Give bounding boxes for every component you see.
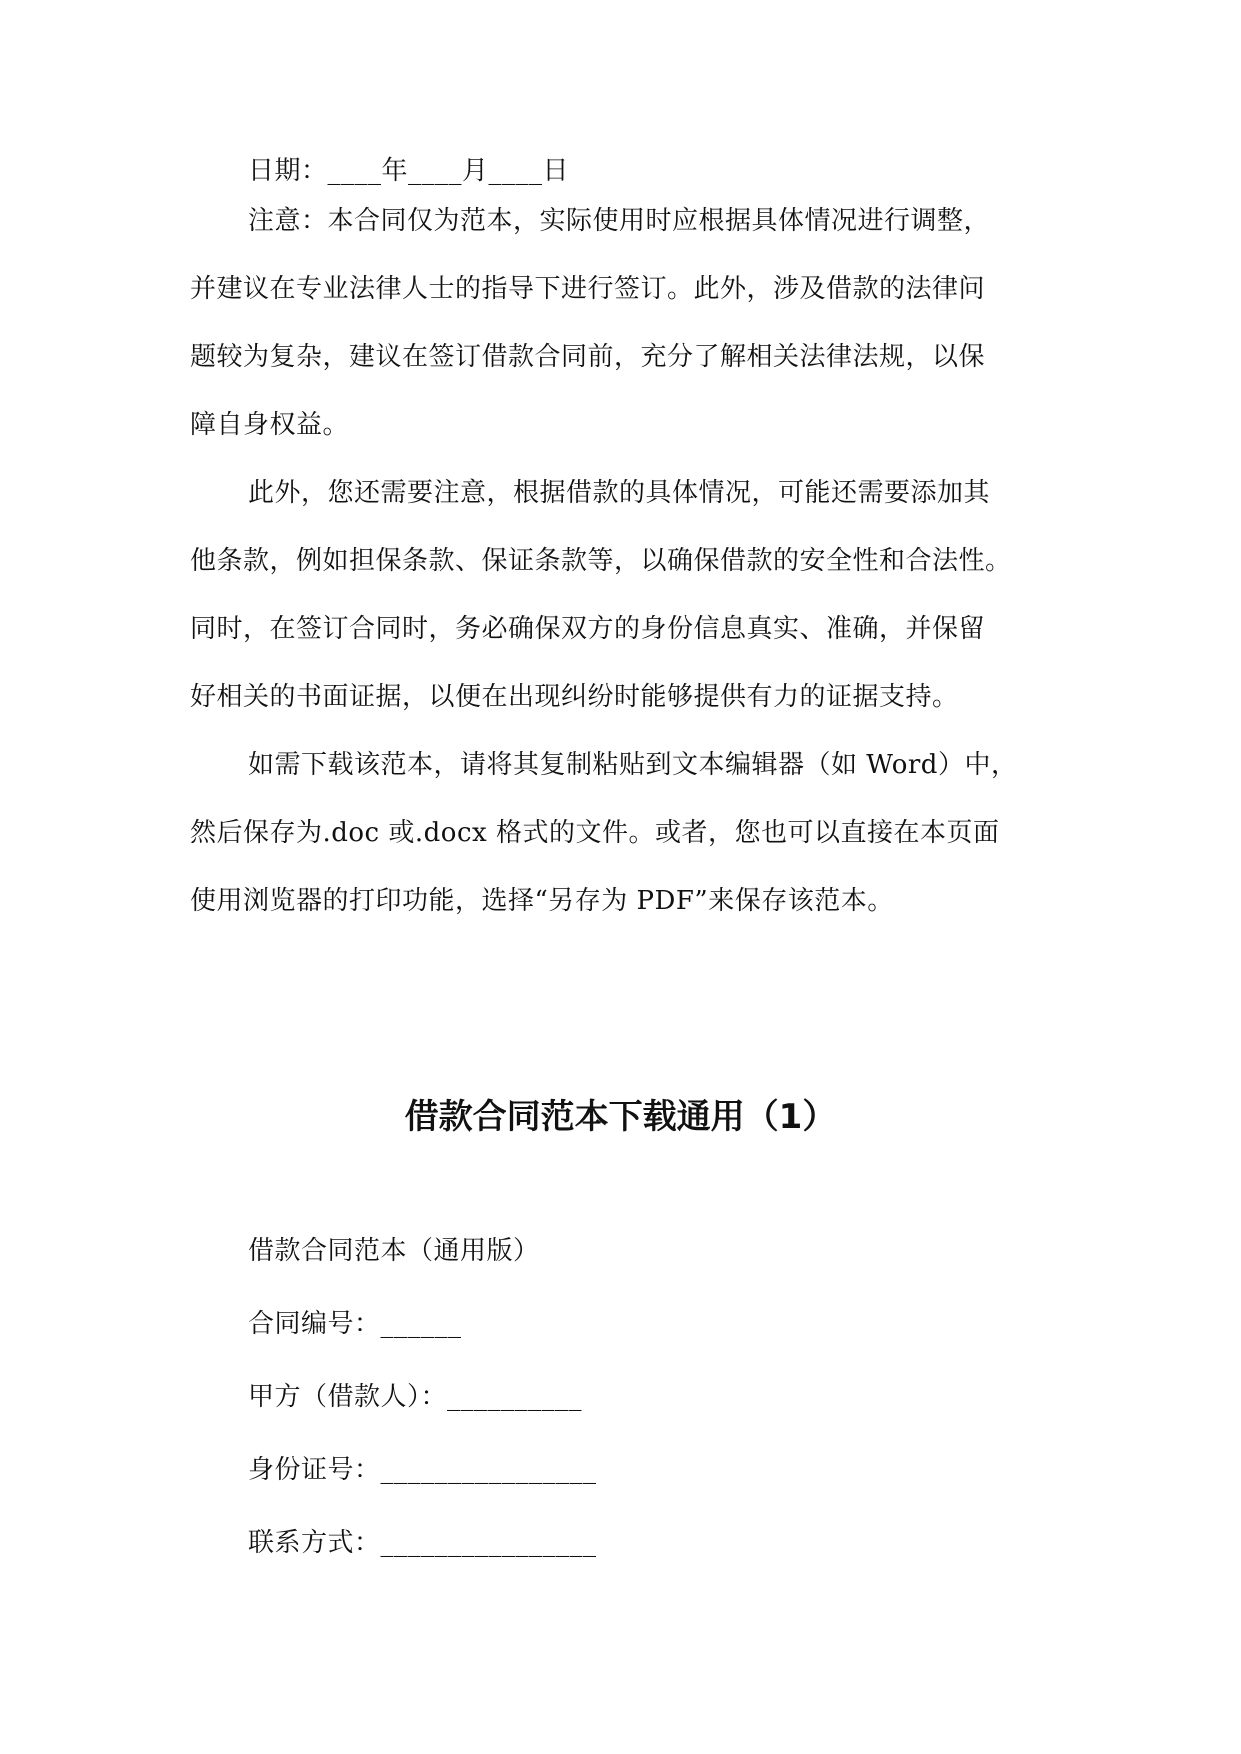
- addition-paragraph-line-4: 好相关的书面证据，以便在出现纠纷时能够提供有力的证据支持。: [190, 682, 959, 712]
- contract-subtitle: 借款合同范本（通用版）: [248, 1236, 540, 1266]
- download-paragraph-line-1: 如需下载该范本，请将其复制粘贴到文本编辑器（如 Word）中，: [248, 750, 1018, 780]
- contract-number-field: 合同编号：______: [248, 1309, 462, 1339]
- contact-field: 联系方式：________________: [248, 1528, 597, 1558]
- id-number-field: 身份证号：________________: [248, 1455, 597, 1485]
- addition-paragraph-line-2: 他条款，例如担保条款、保证条款等，以确保借款的安全性和合法性。: [190, 546, 1012, 576]
- section-title: 借款合同范本下载通用（1）: [404, 1097, 837, 1137]
- download-paragraph-line-3: 使用浏览器的打印功能，选择“另存为 PDF”来保存该范本。: [190, 886, 894, 916]
- note-paragraph-line-3: 题较为复杂，建议在签订借款合同前，充分了解相关法律法规，以保: [190, 342, 986, 372]
- note-paragraph-line-1: 注意：本合同仅为范本，实际使用时应根据具体情况进行调整，: [248, 206, 991, 236]
- note-paragraph-line-4: 障自身权益。: [190, 410, 350, 440]
- date-line: 日期：____年____月____日: [248, 156, 570, 186]
- note-paragraph-line-2: 并建议在专业法律人士的指导下进行签订。此外，涉及借款的法律问: [190, 274, 986, 304]
- addition-paragraph-line-3: 同时，在签订合同时，务必确保双方的身份信息真实、准确，并保留: [190, 614, 986, 644]
- addition-paragraph-line-1: 此外，您还需要注意，根据借款的具体情况，可能还需要添加其: [248, 478, 991, 508]
- party-a-field: 甲方（借款人）：__________: [248, 1382, 583, 1412]
- download-paragraph-line-2: 然后保存为.doc 或.docx 格式的文件。或者，您也可以直接在本页面: [190, 818, 1000, 848]
